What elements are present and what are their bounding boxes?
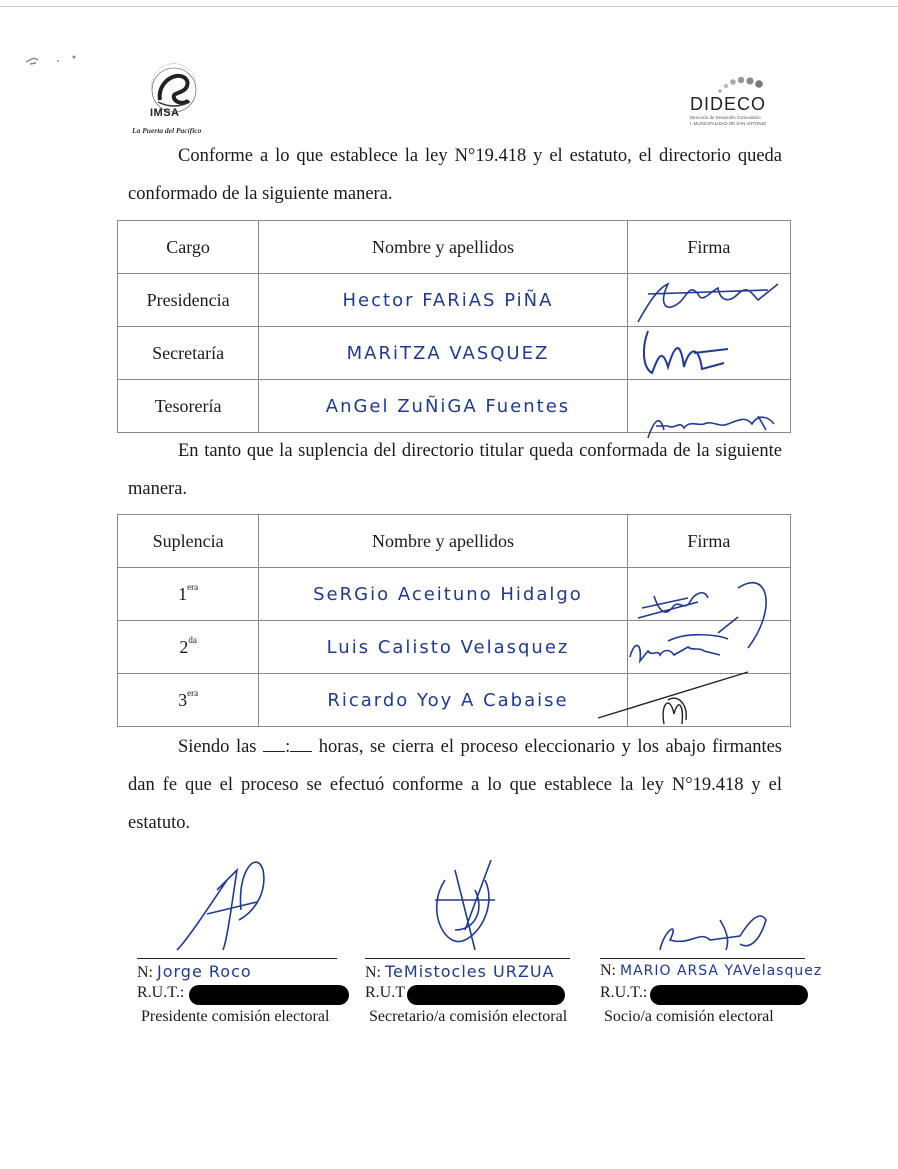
- member-name-line: N: Jorge Roco: [137, 962, 252, 981]
- redaction-bar: [189, 985, 349, 1005]
- table-row: [118, 380, 791, 433]
- redaction-bar: [407, 985, 565, 1005]
- name-cell-handwritten: Luis Calisto Velasquez: [259, 621, 628, 674]
- scan-top-edge: [0, 6, 898, 7]
- header-firma: Firma: [627, 221, 790, 274]
- signature-cell: [627, 380, 790, 433]
- header-nombre: Nombre y apellidos: [259, 515, 628, 568]
- signature-line: [137, 958, 337, 959]
- signature-line: [600, 958, 805, 959]
- commission-signatures: [0, 850, 898, 1050]
- signature-icon: [630, 900, 800, 960]
- minute-blank[interactable]: [290, 735, 312, 752]
- commission-member: [365, 850, 585, 1040]
- signature-line: [365, 958, 570, 959]
- member-rut-line: R.U.T.:: [137, 984, 185, 1001]
- order-cell: $3^{era}$: [118, 674, 259, 727]
- commission-member: [137, 850, 357, 1040]
- signature-icon: [628, 380, 791, 440]
- table-row: [118, 621, 791, 674]
- table-row: [118, 274, 791, 327]
- dideco-subtitle-1: Dirección de Desarrollo Comunitario: [690, 115, 761, 120]
- member-rut-line: R.U.T: [365, 984, 405, 1001]
- table-header-row: [118, 515, 791, 568]
- name-cell-handwritten: Ricardo Yoy A Cabaise: [259, 674, 628, 727]
- cargo-cell: Tesorería: [118, 380, 259, 433]
- cargo-cell: Presidencia: [118, 274, 259, 327]
- signature-icon: [628, 674, 791, 734]
- member-role: Socio/a comisión electoral: [604, 1008, 774, 1025]
- intro-paragraph: Conforme a lo que establece la ley N°19.418 y el estatuto, el directorio queda conformado de la siguiente manera.: [128, 146, 782, 204]
- redaction-bar: [650, 985, 808, 1005]
- name-cell-handwritten: MARiTZA VASQUEZ: [259, 327, 628, 380]
- header-nombre: Nombre y apellidos: [259, 221, 628, 274]
- imsa-logo-text: IMSA: [150, 107, 180, 119]
- header-cargo: Cargo: [118, 221, 259, 274]
- signature-cell: [627, 621, 790, 674]
- table-header-row: [118, 221, 791, 274]
- header-firma: Firma: [627, 515, 790, 568]
- order-cell: $2^{da}$: [118, 621, 259, 674]
- imsa-tagline: La Puerta del Pacífico: [132, 126, 202, 135]
- dideco-subtitle-2: I. MUNICIPALIDAD DE SAN ANTONIO: [690, 121, 767, 126]
- table-row: [118, 674, 791, 727]
- name-cell-handwritten: Hector FARiAS PiÑA: [259, 274, 628, 327]
- member-rut-line: R.U.T.:: [600, 984, 648, 1001]
- imsa-logo: [128, 60, 218, 140]
- signature-cell: [627, 568, 790, 621]
- hour-blank[interactable]: [263, 735, 285, 752]
- directorio-table: [117, 220, 791, 433]
- table-row: [118, 327, 791, 380]
- name-cell-handwritten: SeRGio Aceituno Hidalgo: [259, 568, 628, 621]
- signature-icon: [167, 850, 297, 960]
- dideco-logo-text: DIDECO: [690, 94, 767, 114]
- table-row: [118, 568, 791, 621]
- signature-cell: [627, 274, 790, 327]
- signature-icon: [628, 621, 791, 681]
- name-cell-handwritten: AnGel ZuÑiGA Fuentes: [259, 380, 628, 433]
- signature-cell: [627, 674, 790, 727]
- commission-member: [600, 850, 890, 1040]
- header-suplencia: Suplencia: [118, 515, 259, 568]
- signature-icon: [415, 860, 525, 960]
- member-role: Secretario/a comisión electoral: [369, 1008, 568, 1025]
- suplencia-table: [117, 514, 791, 727]
- cargo-cell: Secretaría: [118, 327, 259, 380]
- member-role: Presidente comisión electoral: [141, 1008, 330, 1025]
- signature-icon: [628, 327, 791, 379]
- signature-icon: [628, 274, 791, 326]
- order-cell: $1^{era}$: [118, 568, 259, 621]
- member-name-line: N: MARIO ARSA YAVelasquez: [600, 962, 823, 979]
- closing-paragraph: Siendo las : horas, se cierra el proceso eleccionario y los abajo firmantes dan fe que el proceso se efectuó conforme a lo que establece la ley N°19.418 y el estatuto.: [128, 737, 782, 833]
- suplencia-paragraph: En tanto que la suplencia del directorio titular queda conformada de la siguiente manera.: [128, 441, 782, 499]
- signature-cell: [627, 327, 790, 380]
- dideco-logo: [690, 75, 790, 135]
- scan-artifact-marks: [24, 50, 84, 70]
- member-name-line: N: TeMistocles URZUA: [365, 962, 555, 981]
